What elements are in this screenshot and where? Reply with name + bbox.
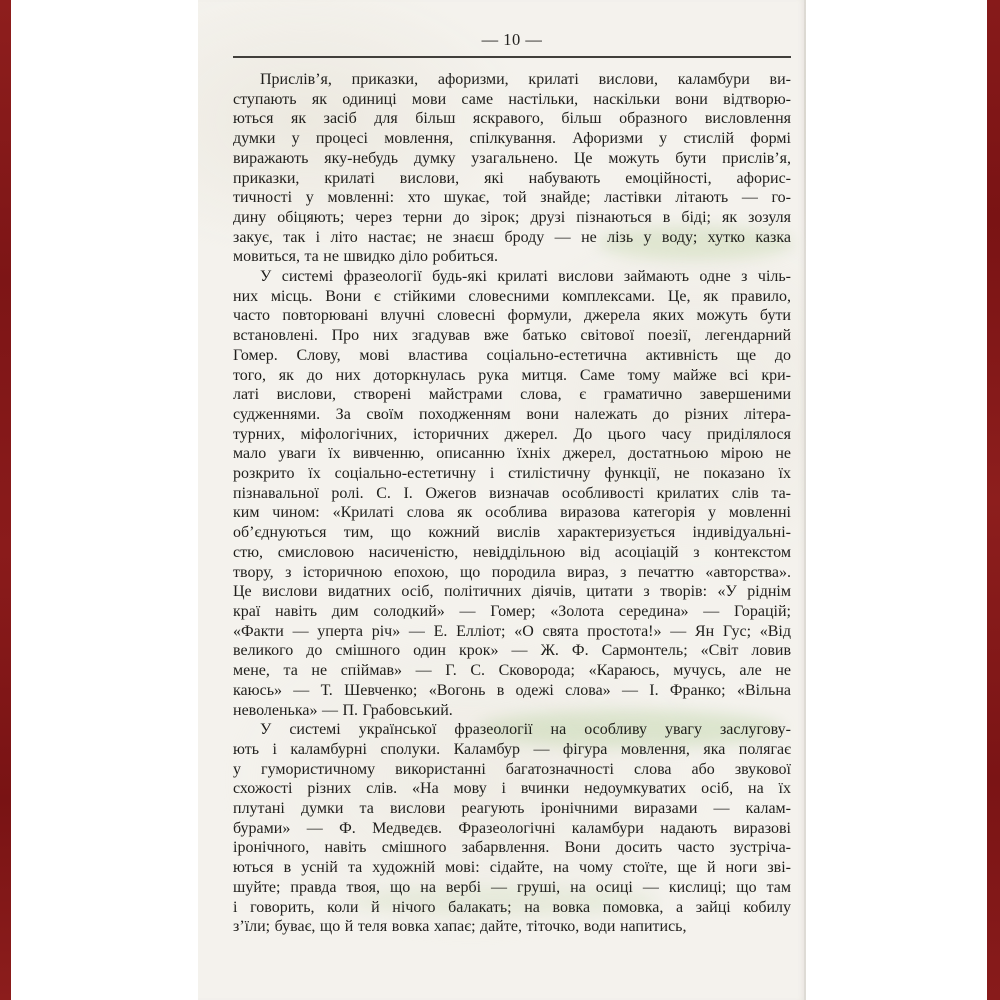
paragraph bbox=[233, 720, 791, 937]
text-line: пізнавальної ролі. С. І. Ожегов визначав особливості крилатих слів та- bbox=[233, 484, 791, 502]
text-line: Гомер. Слову, мові властива соціально-естетична активність ще до bbox=[233, 346, 791, 364]
text-line: бурами» — Ф. Медведєв. Фразеологічні каламбури надають виразові bbox=[233, 819, 791, 837]
text-line: приказки, крилаті вислови, які набувають емоційності, афорис- bbox=[233, 169, 791, 187]
page-paper bbox=[198, 0, 806, 1000]
text-line: думки у процесі мовлення, спілкування. Афоризми у стислій формі bbox=[233, 130, 791, 148]
text-line: шуйте; правда твоя, що на вербі — груші, на осиці — кислиці; що там bbox=[233, 878, 791, 896]
text-line: виражають яку-небудь думку узагальнено. Це можуть бути прислів’я, bbox=[233, 149, 791, 167]
paragraph bbox=[233, 70, 791, 267]
text-line: мовиться, та не швидко діло робиться. bbox=[233, 248, 499, 266]
text-line: «Факти — уперта річ» — Е. Елліот; «О свята простота!» — Ян Гус; «Від bbox=[233, 622, 791, 640]
text-line: мало уваги їх вивченню, описанню їхніх джерел, достатньою мірою не bbox=[233, 445, 791, 463]
text-line: об’єднуються тим, що кожний вислів характеризується індивідуальні- bbox=[233, 524, 791, 542]
text-line: і говорить, коли й нічого балакать; на вовка помовка, а зайці кобилу bbox=[233, 898, 791, 916]
text-line: турних, міфологічних, історичних джерел. До цього часу приділялося bbox=[233, 425, 791, 443]
text-line: ким чином: «Крилаті слова як особлива виразова категорія у мовленні bbox=[233, 504, 791, 522]
text-line: ються в усній та художній мові: сідайте, на чому стоїте, ще й ноги зві- bbox=[233, 859, 791, 877]
header-rule bbox=[233, 56, 791, 58]
text-line: іронічного, навіть смішного забарвлення. Вони досить часто зустріча- bbox=[233, 839, 791, 857]
text-line: стю, смисловою насиченістю, невіддільною від асоціацій з контекстом bbox=[233, 543, 791, 561]
text-line: тичності у мовленні: хто шукає, той знайде; ластівки літають — го- bbox=[233, 189, 791, 207]
text-line: латі вислови, створені майстрами слова, є граматично завершеними bbox=[233, 386, 791, 404]
page-number: — 10 — bbox=[481, 30, 543, 49]
book-edge-strip-left bbox=[0, 0, 11, 1000]
text-line: судженнями. За своїм походженням вони належать до різних літера- bbox=[233, 405, 791, 423]
text-line: у гумористичному використанні багатозначності слова або звукової bbox=[233, 760, 791, 778]
text-line: ють і каламбурні сполуки. Каламбур — фігура мовлення, яка полягає bbox=[233, 740, 791, 758]
text-line: твору, з історичною епохою, що породила вираз, з печаттю «авторства». bbox=[233, 563, 791, 581]
text-line: плутані думки та вислови реагують іронічними виразами — калам- bbox=[233, 800, 791, 818]
text-line: Це вислови видатних осіб, політичних діячів, цитати з творів: «У ріднім bbox=[233, 583, 791, 601]
text-line: У системі української фразеології на особливу увагу заслугову- bbox=[260, 721, 791, 739]
text-line: схожості різних слів. «На мову і вчинки недоумкуватих осіб, на їх bbox=[233, 780, 791, 798]
text-line: встановлені. Про них згадував вже батько світової поезії, легендарний bbox=[233, 327, 791, 345]
text-line: Прислів’я, приказки, афоризми, крилаті вислови, каламбури ви- bbox=[260, 71, 791, 88]
text-line: дину обіцяють; через терни до зірок; друзі пізнаються в біді; як зозуля bbox=[233, 208, 791, 226]
text-line: У системі фразеології будь-які крилаті вислови займають одне з чіль- bbox=[260, 268, 791, 286]
text-line: краї навіть дим солодкий» — Гомер; «Золота середина» — Горацій; bbox=[233, 602, 791, 620]
book-edge-strip-right bbox=[987, 0, 1000, 1000]
text-line: закує, так і літо настає; не знаєш броду — не лізь у воду; хутко казка bbox=[233, 228, 791, 246]
paragraph bbox=[233, 267, 791, 720]
text-line: часто повторювані влучні словесні формули, джерела яких можуть бути bbox=[233, 307, 791, 325]
text-line: розкрито їх соціально-естетичну і стилістичну функції, не показано їх bbox=[233, 465, 791, 483]
text-line: ступають як одиниці мови саме настільки, наскільки вони відтворю- bbox=[233, 90, 791, 108]
text-line: того, як до них доторкнулась рука митця. Саме тому майже всі кри- bbox=[233, 366, 791, 384]
text-line: них місць. Вони є стійкими словесними комплексами. Це, як правило, bbox=[233, 287, 791, 305]
text-block bbox=[233, 70, 791, 937]
text-line: великого до смішного один крок» — Ж. Ф. Сармонтель; «Світ ловив bbox=[233, 642, 791, 660]
text-line: з’їли; буває, що й теля вовка хапає; дайте, тіточко, води напитись, bbox=[233, 918, 687, 936]
text-line: неволенька» — П. Грабовський. bbox=[233, 701, 453, 719]
text-line: каюсь» — Т. Шевченко; «Вогонь в одежі слова» — І. Франко; «Вільна bbox=[233, 681, 791, 699]
text-line: мене, та не спіймав» — Г. С. Сковорода; «Караюсь, мучусь, але не bbox=[233, 662, 791, 680]
text-line: ються як засіб для більш яскравого, більш образного висловлення bbox=[233, 110, 791, 128]
